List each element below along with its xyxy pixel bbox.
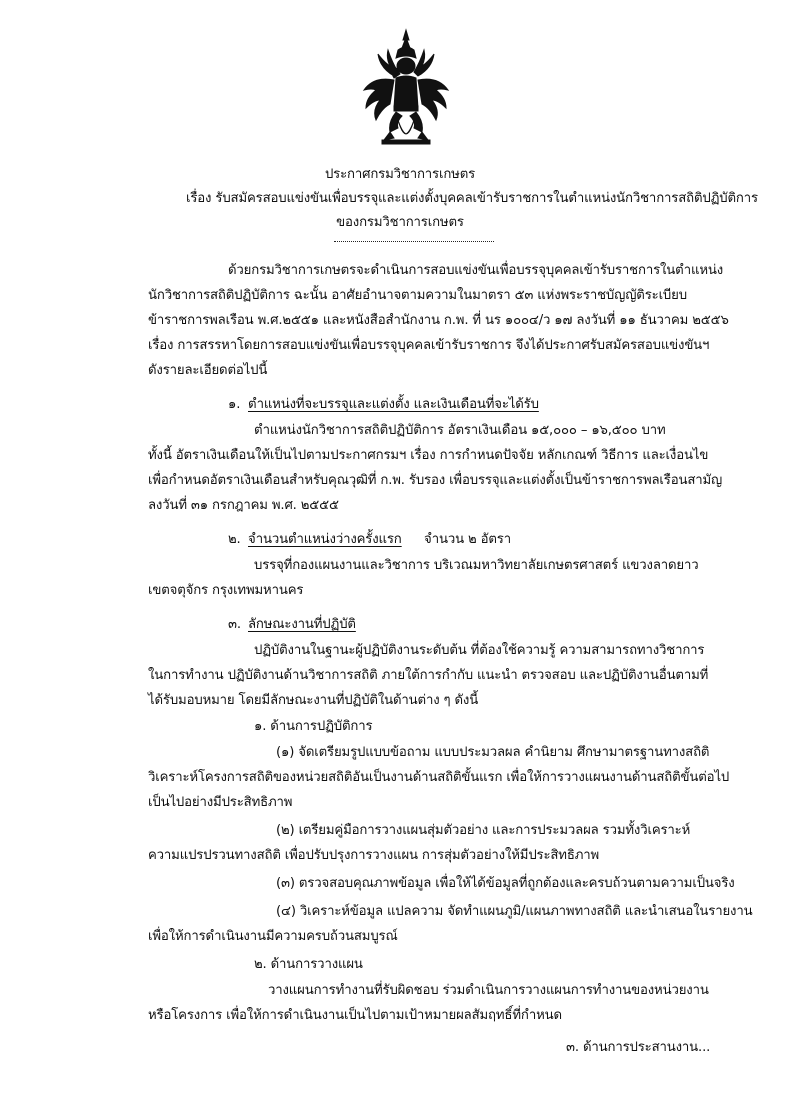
section-2-number: ๒.: [228, 532, 241, 547]
sub-1-item-line: วิเคราะห์โครงการสถิติของหน่วยสถิติอันเป็นงานด้านสถิติขั้นแรก เพื่อให้การวางแผนงานด้านสถิติขั้นต่อไป: [148, 770, 730, 785]
section-1-line: เพื่อกำหนดอัตราเงินเดือนสำหรับคุณวุฒิที่ ก.พ. รับรอง เพื่อบรรจุและแต่งตั้งเป็นข้าราชการพลเรือนสามัญ: [148, 473, 723, 488]
intro-line: เรื่อง การสรรหาโดยการสอบแข่งขันเพื่อบรรจุบุคคลเข้ารับราชการ จึงได้ประกาศรับสมัครสอบแข่งขันฯ: [148, 338, 710, 353]
sub-1-heading: ๑. ด้านการปฏิบัติการ: [254, 719, 373, 734]
title-divider: [334, 241, 494, 242]
intro-line: ดังรายละเอียดต่อไปนี้: [148, 363, 268, 378]
section-3-line: ปฏิบัติงานในฐานะผู้ปฏิบัติงานระดับต้น ที่ต้องใช้ความรู้ ความสามารถทางวิชาการ: [254, 643, 705, 658]
intro-line: ข้าราชการพลเรือน พ.ศ.๒๕๕๑ และหนังสือสำนักงาน ก.พ. ที่ นร ๑๐๐๔/ว ๑๗ ลงวันที่ ๑๑ ธันวาคม ๒๕๕๖: [148, 313, 729, 328]
subject-line-2: ของกรมวิชาการเกษตร: [336, 215, 464, 230]
sub-1-item-line: (๔) วิเคราะห์ข้อมูล แปลความ จัดทำแผนภูมิ/แผนภาพทางสถิติ และนำเสนอในรายงาน: [276, 904, 753, 919]
sub-2-line: หรือโครงการ เพื่อให้การดำเนินงานเป็นไปตามเป้าหมายผลสัมฤทธิ์ที่กำหนด: [148, 1008, 562, 1023]
intro-line: นักวิชาการสถิติปฏิบัติการ ฉะนั้น อาศัยอำนาจตามความในมาตรา ๕๓ แห่งพระราชบัญญัติระเบียบ: [148, 288, 687, 303]
section-3-heading: ลักษณะงานที่ปฏิบัติ: [248, 617, 356, 632]
section-1-heading: ตำแหน่งที่จะบรรจุและแต่งตั้ง และเงินเดือนที่จะได้รับ: [248, 397, 539, 412]
sub-1-item-line: ความแปรปรวนทางสถิติ เพื่อปรับปรุงการวางแผน การสุ่มตัวอย่างให้มีประสิทธิภาพ: [148, 848, 600, 863]
section-2-count: จำนวน ๒ อัตรา: [424, 532, 511, 547]
section-2-line: บรรจุที่กองแผนงานและวิชาการ บริเวณมหาวิทยาลัยเกษตรศาสตร์ แขวงลาดยาว: [254, 558, 699, 573]
garuda-emblem-icon: [360, 28, 452, 152]
continuation-text: ๓. ด้านการประสานงาน...: [566, 1040, 711, 1055]
sub-1-item-line: (๒) เตรียมคู่มือการวางแผนสุ่มตัวอย่าง และการประมวลผล รวมทั้งวิเคราะห์: [276, 823, 691, 838]
document-title: ประกาศกรมวิชาการเกษตร: [324, 167, 476, 182]
subject-line-1: เรื่อง รับสมัครสอบแข่งขันเพื่อบรรจุและแต่งตั้งบุคคลเข้ารับราชการในตำแหน่งนักวิชาการสถิติปฏิบัติการ: [186, 191, 758, 206]
section-1-line: ทั้งนี้ อัตราเงินเดือนให้เป็นไปตามประกาศกรมฯ เรื่อง การกำหนดปัจจัย หลักเกณฑ์ วิธีการ และเงื่อนไข: [148, 448, 709, 463]
sub-1-item-line: (๑) จัดเตรียมรูปแบบข้อถาม แบบประมวลผล คำนิยาม ศึกษามาตรฐานทางสถิติ: [276, 745, 710, 760]
section-3-line: ในการทำงาน ปฏิบัติงานด้านวิชาการสถิติ ภายใต้การกำกับ แนะนำ ตรวจสอบ และปฏิบัติงานอื่นตามที่: [148, 668, 709, 683]
intro-line: ด้วยกรมวิชาการเกษตรจะดำเนินการสอบแข่งขันเพื่อบรรจุบุคคลเข้ารับราชการในตำแหน่ง: [228, 263, 724, 278]
sub-1-item-line: เพื่อให้การดำเนินงานมีความครบถ้วนสมบูรณ์: [148, 929, 398, 944]
section-1-number: ๑.: [228, 397, 241, 412]
sub-1-item-line: เป็นไปอย่างมีประสิทธิภาพ: [148, 795, 293, 810]
section-2-heading: จำนวนตำแหน่งว่างครั้งแรก: [248, 532, 402, 547]
section-3-line: ได้รับมอบหมาย โดยมีลักษณะงานที่ปฏิบัติในด้านต่าง ๆ ดังนี้: [148, 693, 479, 708]
sub-1-item-line: (๓) ตรวจสอบคุณภาพข้อมูล เพื่อให้ได้ข้อมูลที่ถูกต้องและครบถ้วนตามความเป็นจริง: [276, 876, 735, 891]
section-1-line: ลงวันที่ ๓๑ กรกฎาคม พ.ศ. ๒๕๕๕: [148, 498, 339, 513]
section-3-number: ๓.: [228, 617, 241, 632]
section-2-line: เขตจตุจักร กรุงเทพมหานคร: [148, 583, 304, 598]
sub-2-line: วางแผนการทำงานที่รับผิดชอบ ร่วมดำเนินการวางแผนการทำงานของหน่วยงาน: [268, 983, 709, 998]
section-1-line: ตำแหน่งนักวิชาการสถิติปฏิบัติการ อัตราเงินเดือน ๑๕,๐๐๐ – ๑๖,๕๐๐ บาท: [254, 423, 666, 438]
sub-2-heading: ๒. ด้านการวางแผน: [254, 957, 363, 972]
